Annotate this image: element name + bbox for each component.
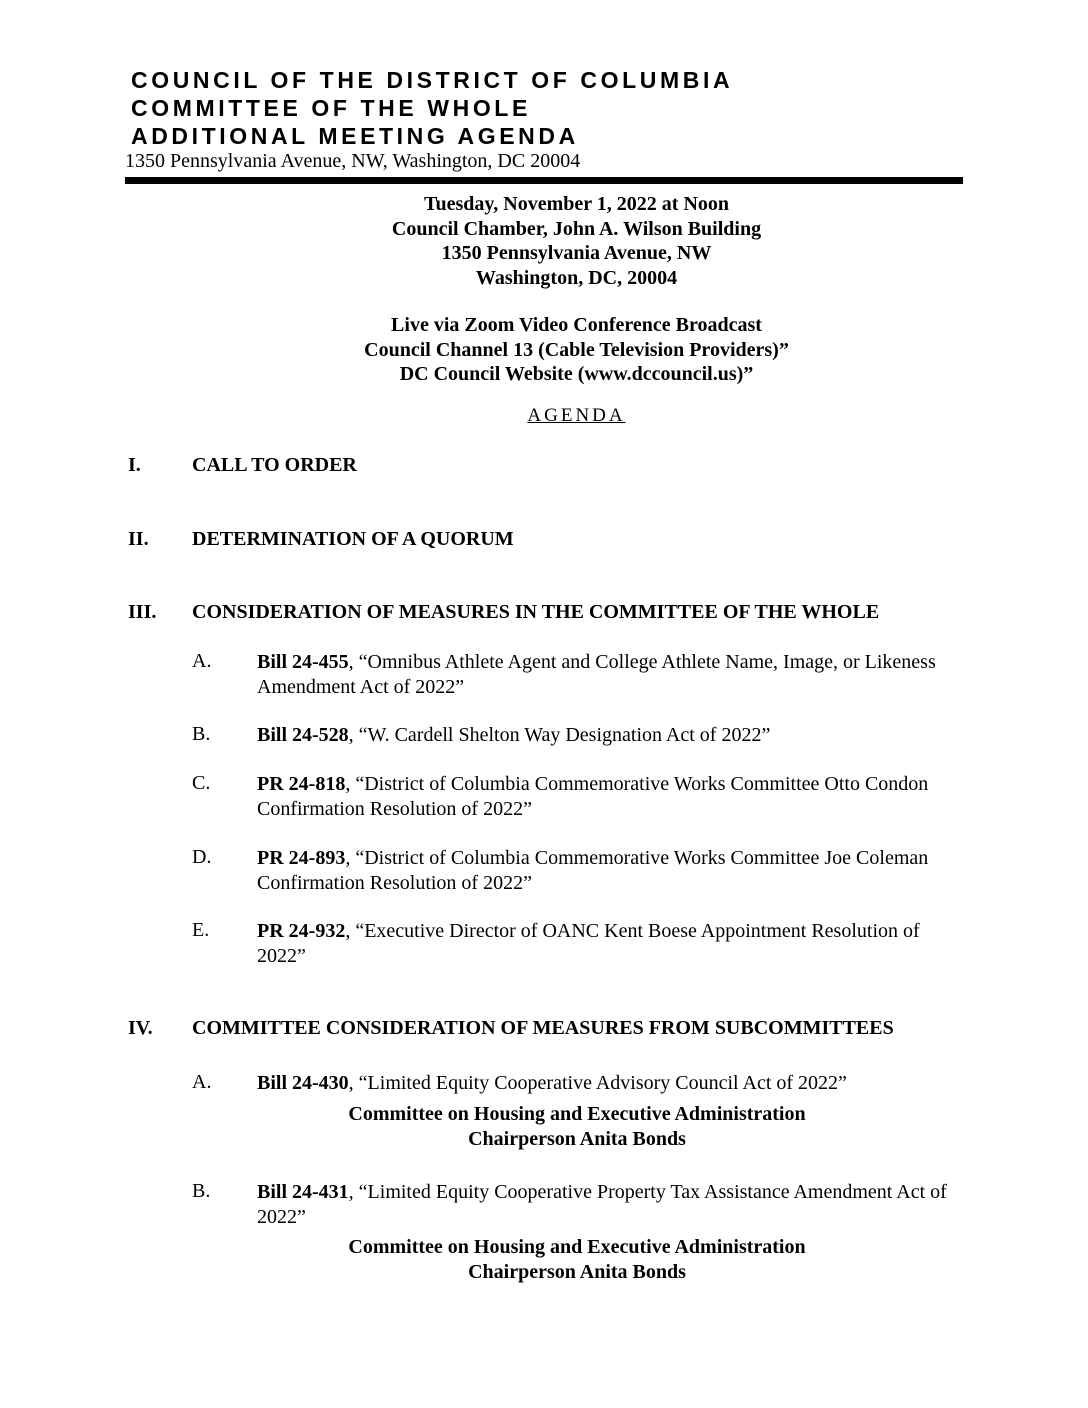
- agenda-item: [257, 650, 957, 699]
- section-title: DETERMINATION OF A QUORUM: [192, 528, 514, 550]
- meeting-location: Council Chamber, John A. Wilson Building: [391, 217, 762, 240]
- measure-title: , “District of Columbia Commemorative Works Committee Joe Coleman Confirmation Resolution of 2022”: [257, 847, 929, 894]
- committee-chair: Chairperson Anita Bonds: [468, 1260, 686, 1283]
- committee-block: [257, 1235, 897, 1284]
- item-letter: E.: [192, 919, 210, 941]
- measure-title: , “Limited Equity Cooperative Property Tax Assistance Amendment Act of 2022”: [257, 1181, 947, 1228]
- header-line-council: COUNCIL OF THE DISTRICT OF COLUMBIA: [131, 67, 734, 93]
- measure-id: Bill 24-528: [257, 724, 349, 746]
- meeting-city: Washington, DC, 20004: [475, 266, 678, 289]
- committee-name: Committee on Housing and Executive Administration: [348, 1236, 806, 1258]
- broadcast-line-1: Live via Zoom Video Conference Broadcast: [391, 314, 762, 336]
- section-number: II.: [128, 528, 149, 550]
- measure-title: , “Omnibus Athlete Agent and College Athlete Name, Image, or Likeness Amendment Act of 2022”: [257, 651, 936, 698]
- agenda-item: [257, 1180, 957, 1229]
- item-letter: D.: [192, 846, 212, 868]
- section-title: CONSIDERATION OF MEASURES IN THE COMMITTEE OF THE WHOLE: [192, 601, 880, 623]
- measure-id: PR 24-818: [257, 773, 346, 795]
- agenda-item: [257, 1071, 957, 1096]
- measure-title: , “Limited Equity Cooperative Advisory Council Act of 2022”: [348, 1072, 847, 1094]
- agenda-item: [257, 846, 957, 895]
- meeting-street: 1350 Pennsylvania Avenue, NW: [441, 242, 712, 264]
- measure-id: PR 24-932: [257, 920, 346, 942]
- measure-id: Bill 24-430: [257, 1072, 349, 1094]
- agenda-title: [125, 405, 1028, 427]
- header-line-committee: COMMITTEE OF THE WHOLE: [131, 95, 531, 121]
- broadcast-line-2: Council Channel 13 (Cable Television Providers)”: [364, 338, 789, 361]
- committee-name: Committee on Housing and Executive Administration: [348, 1103, 806, 1125]
- section-number: I.: [128, 454, 141, 476]
- committee-chair: Chairperson Anita Bonds: [468, 1127, 686, 1150]
- item-letter: B.: [192, 723, 211, 745]
- item-letter: C.: [192, 772, 211, 794]
- broadcast-info: [125, 313, 1028, 387]
- header-line-agenda-type: ADDITIONAL MEETING AGENDA: [131, 123, 579, 149]
- header-rule: [125, 177, 963, 184]
- measure-id: PR 24-893: [257, 847, 346, 869]
- section-title: COMMITTEE CONSIDERATION OF MEASURES FROM SUBCOMMITTEES: [192, 1017, 894, 1039]
- measure-id: Bill 24-455: [257, 651, 349, 673]
- section-title: CALL TO ORDER: [192, 454, 357, 476]
- section-number: IV.: [128, 1017, 153, 1039]
- meeting-date: Tuesday, November 1, 2022 at Noon: [423, 193, 730, 215]
- item-letter: B.: [192, 1180, 211, 1202]
- section-number: III.: [128, 601, 157, 623]
- broadcast-line-3: DC Council Website (www.dccouncil.us)”: [399, 363, 754, 385]
- header-address: 1350 Pennsylvania Avenue, NW, Washington, DC 20004: [125, 150, 581, 172]
- measure-title: , “District of Columbia Commemorative Works Committee Otto Condon Confirmation Resolution of 2022”: [257, 773, 929, 820]
- item-letter: A.: [192, 650, 212, 672]
- committee-block: [257, 1102, 897, 1151]
- agenda-item: [257, 723, 957, 748]
- agenda-item: [257, 919, 957, 968]
- item-letter: A.: [192, 1071, 212, 1093]
- agenda-item: [257, 772, 957, 821]
- measure-title: , “Executive Director of OANC Kent Boese Appointment Resolution of 2022”: [257, 920, 920, 967]
- agenda-title-text: AGENDA: [527, 405, 626, 426]
- measure-id: Bill 24-431: [257, 1181, 349, 1203]
- meeting-info: [125, 192, 1028, 290]
- measure-title: , “W. Cardell Shelton Way Designation Act of 2022”: [348, 724, 771, 746]
